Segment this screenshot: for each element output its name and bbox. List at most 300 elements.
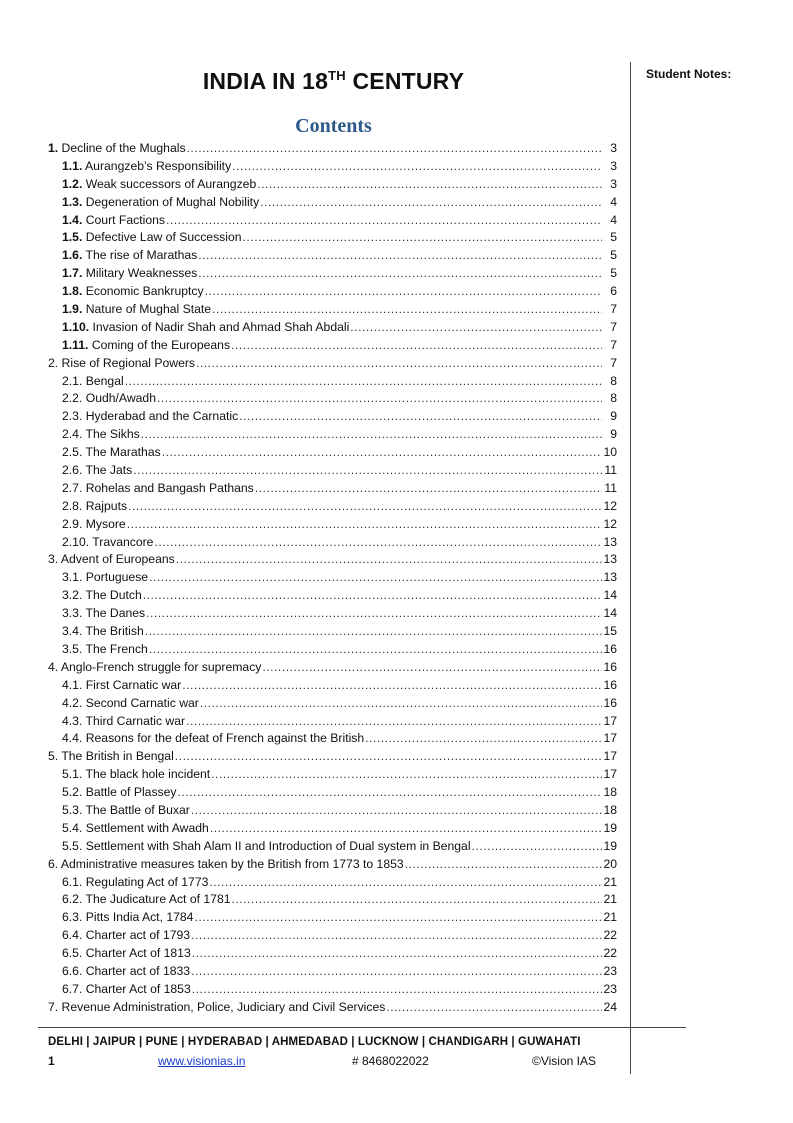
toc-entry-label (62, 498, 127, 516)
toc-entry-label (62, 909, 193, 927)
toc-entry-label (62, 695, 199, 713)
toc-entry-text: The French (82, 641, 148, 656)
toc-entry-label (62, 981, 191, 999)
toc-entry[interactable] (48, 408, 617, 426)
toc-entry-label (62, 319, 349, 337)
toc-entry[interactable] (48, 265, 617, 283)
footer-info (48, 1054, 608, 1070)
toc-page-number: 21 (603, 874, 617, 889)
toc-page-number: 24 (603, 999, 617, 1014)
toc-entry-text: Mysore (82, 516, 126, 531)
toc-entry-text: Administrative measures taken by the British from 1773 to 1853 (58, 856, 404, 871)
toc-entry[interactable] (48, 748, 617, 766)
toc-entry-number: 5. (48, 749, 59, 764)
toc-entry-text: Charter act of 1793 (82, 928, 191, 943)
toc-entry-label (62, 766, 210, 784)
toc-page-number: 6 (610, 284, 617, 299)
toc-entry-text: Advent of Europeans (58, 552, 175, 567)
toc-entry-label (62, 838, 471, 856)
toc-dot-leader (166, 212, 602, 230)
toc-dot-leader (239, 408, 602, 426)
toc-entry[interactable] (48, 838, 617, 856)
toc-entry[interactable] (48, 212, 617, 230)
toc-entry-number: 6.2. (62, 892, 83, 907)
toc-entry-text: Battle of Plassey (82, 785, 177, 800)
toc-entry[interactable] (48, 891, 617, 909)
toc-entry-text: Rise of Regional Powers (58, 355, 196, 370)
toc-entry[interactable] (48, 909, 617, 927)
toc-entry[interactable] (48, 158, 617, 176)
toc-page-number: 11 (604, 463, 617, 478)
toc-entry-label (48, 748, 174, 766)
toc-entry-text: The Judicature Act of 1781 (82, 892, 231, 907)
toc-page-number: 19 (603, 838, 617, 853)
toc-entry-label (48, 659, 261, 677)
toc-dot-leader (125, 373, 602, 391)
toc-entry[interactable] (48, 730, 617, 748)
toc-entry-text: The Dutch (82, 588, 142, 603)
toc-page-number: 21 (603, 910, 617, 925)
toc-entry-number: 5.4. (62, 820, 83, 835)
toc-entry[interactable] (48, 390, 617, 408)
toc-dot-leader (127, 516, 602, 534)
toc-page-number: 17 (603, 749, 617, 764)
toc-entry-number: 6.3. (62, 910, 83, 925)
title-superscript: TH (328, 68, 346, 83)
toc-page-number: 16 (603, 695, 617, 710)
footer-website-link[interactable]: www.visionias.in (158, 1054, 246, 1068)
toc-entry-text: Rajputs (82, 498, 128, 513)
toc-entry-label (62, 820, 209, 838)
toc-dot-leader (210, 820, 602, 838)
toc-entry-text: Economic Bankruptcy (82, 284, 204, 299)
title-end: CENTURY (345, 68, 465, 94)
toc-page-number: 8 (610, 373, 617, 388)
toc-entry-label (62, 874, 208, 892)
toc-dot-leader (262, 659, 602, 677)
toc-dot-leader (141, 426, 602, 444)
toc-page-number: 12 (603, 498, 617, 513)
toc-dot-leader (178, 784, 602, 802)
toc-dot-leader (386, 999, 602, 1017)
toc-page-number: 13 (603, 534, 617, 549)
toc-entry-label (62, 677, 181, 695)
toc-entry[interactable] (48, 444, 617, 462)
toc-entry[interactable] (48, 373, 617, 391)
toc-entry-number: 3.1. (62, 570, 83, 585)
page-title (47, 68, 620, 95)
toc-entry[interactable] (48, 874, 617, 892)
toc-entry-number: 2.8. (62, 498, 83, 513)
toc-entry[interactable] (48, 319, 617, 337)
toc-entry[interactable] (48, 426, 617, 444)
toc-entry-label (48, 856, 404, 874)
title-main: INDIA IN 18 (202, 68, 329, 94)
toc-entry-number: 1.2. (62, 176, 83, 191)
toc-dot-leader (257, 176, 602, 194)
toc-dot-leader (194, 909, 602, 927)
toc-entry-label (62, 212, 165, 230)
toc-entry-label (62, 569, 148, 587)
toc-entry[interactable] (48, 140, 617, 158)
toc-page-number: 22 (603, 928, 617, 943)
toc-dot-leader (157, 390, 602, 408)
toc-entry-label (62, 891, 231, 909)
toc-entry[interactable] (48, 194, 617, 212)
toc-entry-text: First Carnatic war (82, 677, 182, 692)
toc-entry-number: 4.2. (62, 695, 83, 710)
toc-entry-number: 3.3. (62, 606, 83, 621)
toc-page-number: 5 (610, 230, 617, 245)
toc-entry-label (62, 641, 148, 659)
toc-dot-leader (198, 265, 602, 283)
toc-dot-leader (128, 498, 602, 516)
toc-entry-label (62, 623, 144, 641)
toc-entry[interactable] (48, 605, 617, 623)
toc-page-number: 13 (603, 552, 617, 567)
toc-page-number: 4 (610, 194, 617, 209)
toc-entry-text: The black hole incident (82, 767, 211, 782)
toc-entry-number: 7. (48, 999, 59, 1014)
toc-entry-text: Aurangzeb’s Responsibility (82, 158, 232, 173)
toc-entry[interactable] (48, 677, 617, 695)
toc-page-number: 7 (610, 319, 617, 334)
toc-entry[interactable] (48, 784, 617, 802)
toc-entry-label (62, 730, 364, 748)
toc-entry-text: The Marathas (82, 445, 161, 460)
toc-entry[interactable] (48, 999, 617, 1017)
toc-entry[interactable] (48, 963, 617, 981)
toc-entry-text: Travancore (89, 534, 154, 549)
toc-entry[interactable] (48, 337, 617, 355)
toc-entry[interactable] (48, 856, 617, 874)
toc-entry-text: Portuguese (82, 570, 149, 585)
toc-entry-label (62, 605, 145, 623)
footer-page-number: 1 (48, 1054, 55, 1068)
toc-page-number: 3 (610, 176, 617, 191)
toc-entry-number: 1.6. (62, 248, 83, 263)
toc-entry-number: 1.10. (62, 319, 90, 334)
toc-page-number: 21 (603, 892, 617, 907)
toc-entry[interactable] (48, 981, 617, 999)
toc-dot-leader (198, 247, 602, 265)
toc-entry-text: Degeneration of Mughal Nobility (82, 194, 260, 209)
toc-entry[interactable] (48, 927, 617, 945)
toc-entry-number: 5.2. (62, 785, 83, 800)
toc-entry-label (62, 301, 211, 319)
toc-entry-text: Invasion of Nadir Shah and Ahmad Shah Abdali (89, 319, 350, 334)
toc-entry-number: 2.10. (62, 534, 90, 549)
toc-dot-leader (255, 480, 602, 498)
toc-entry-label (62, 337, 230, 355)
toc-entry-label (62, 158, 231, 176)
toc-entry[interactable] (48, 659, 617, 677)
toc-entry[interactable] (48, 713, 617, 731)
toc-entry[interactable] (48, 695, 617, 713)
toc-dot-leader (192, 945, 602, 963)
toc-dot-leader (191, 927, 602, 945)
toc-entry-number: 2.7. (62, 480, 83, 495)
toc-entry-label (62, 408, 238, 426)
toc-entry-text: Second Carnatic war (82, 695, 199, 710)
toc-entry-label (62, 534, 153, 552)
toc-entry[interactable] (48, 516, 617, 534)
toc-dot-leader (154, 534, 602, 552)
toc-entry[interactable] (48, 569, 617, 587)
toc-dot-leader (405, 856, 602, 874)
toc-dot-leader (260, 194, 602, 212)
toc-entry-text: The British in Bengal (58, 749, 174, 764)
toc-entry-label (62, 462, 132, 480)
toc-entry-number: 1. (48, 141, 59, 155)
toc-entry-text: Hyderabad and the Carnatic (82, 409, 239, 424)
toc-entry-text: The British (82, 624, 144, 639)
toc-page-number: 18 (603, 785, 617, 800)
toc-page-number: 5 (610, 266, 617, 281)
toc-entry-number: 5.5. (62, 838, 83, 853)
toc-entry-number: 1.7. (62, 266, 83, 281)
toc-entry-label (62, 945, 191, 963)
toc-page-number: 3 (610, 141, 617, 155)
toc-dot-leader (196, 355, 602, 373)
toc-entry[interactable] (48, 623, 617, 641)
student-notes-label: Student Notes: (646, 67, 732, 81)
toc-entry-number: 3.2. (62, 588, 83, 603)
toc-entry[interactable] (48, 498, 617, 516)
toc-entry-label (62, 963, 190, 981)
toc-dot-leader (145, 623, 602, 641)
toc-page-number: 9 (610, 427, 617, 442)
toc-page-number: 14 (603, 606, 617, 621)
toc-entry[interactable] (48, 176, 617, 194)
toc-entry-text: Reasons for the defeat of French against the British (82, 731, 365, 746)
toc-entry[interactable] (48, 587, 617, 605)
toc-entry[interactable] (48, 802, 617, 820)
toc-dot-leader (191, 802, 602, 820)
toc-dot-leader (182, 677, 602, 695)
toc-entry-number: 2.1. (62, 373, 83, 388)
toc-page-number: 16 (603, 677, 617, 692)
footer-copyright: ©Vision IAS (532, 1054, 596, 1068)
toc-page-number: 18 (603, 802, 617, 817)
toc-entry-label (62, 229, 242, 247)
toc-dot-leader (205, 283, 602, 301)
toc-dot-leader (231, 337, 602, 355)
toc-page-number: 7 (610, 337, 617, 352)
toc-entry-number: 6.6. (62, 963, 83, 978)
toc-page-number: 4 (610, 212, 617, 227)
toc-entry-label (62, 587, 142, 605)
toc-dot-leader (350, 319, 602, 337)
toc-dot-leader (187, 140, 602, 158)
toc-entry-number: 4.4. (62, 731, 83, 746)
toc-entry-number: 2.4. (62, 427, 83, 442)
toc-dot-leader (232, 891, 603, 909)
toc-entry-text: Charter Act of 1813 (82, 946, 191, 961)
toc-entry[interactable] (48, 945, 617, 963)
toc-entry-number: 1.3. (62, 194, 83, 209)
toc-entry[interactable] (48, 534, 617, 552)
toc-entry[interactable] (48, 641, 617, 659)
toc-entry-number: 4.1. (62, 677, 83, 692)
table-of-contents (48, 140, 617, 1017)
toc-entry-text: Rohelas and Bangash Pathans (82, 480, 254, 495)
toc-entry-label (62, 444, 161, 462)
toc-entry-label (62, 713, 185, 731)
toc-page-number: 9 (610, 409, 617, 424)
footer-cities: DELHI | JAIPUR | PUNE | HYDERABAD | AHMEDABAD | LUCKNOW | CHANDIGARH | GUWAHATI (48, 1036, 581, 1048)
toc-entry[interactable] (48, 462, 617, 480)
toc-dot-leader (200, 695, 602, 713)
toc-page-number: 19 (603, 820, 617, 835)
toc-entry[interactable] (48, 301, 617, 319)
toc-entry-text: The Battle of Buxar (82, 802, 190, 817)
toc-entry-number: 2. (48, 355, 59, 370)
toc-dot-leader (143, 587, 602, 605)
toc-page-number: 16 (603, 641, 617, 656)
toc-entry-label (62, 265, 197, 283)
toc-page-number: 23 (603, 981, 617, 996)
toc-entry-number: 2.9. (62, 516, 83, 531)
toc-page-number: 15 (603, 624, 617, 639)
toc-entry-label (62, 283, 204, 301)
toc-entry-text: Oudh/Awadh (82, 391, 156, 406)
toc-entry-number: 1.1. (62, 158, 83, 173)
toc-entry-text: Nature of Mughal State (82, 302, 212, 317)
toc-entry[interactable] (48, 820, 617, 838)
toc-page-number: 11 (604, 480, 617, 495)
toc-entry-text: The Danes (82, 606, 146, 621)
toc-dot-leader (146, 605, 602, 623)
toc-entry-label (62, 927, 190, 945)
toc-entry-number: 5.1. (62, 767, 83, 782)
toc-entry-text: Defective Law of Succession (82, 230, 242, 245)
toc-entry-number: 1.11. (62, 337, 89, 352)
toc-page-number: 13 (603, 570, 617, 585)
toc-page-number: 16 (603, 659, 617, 674)
toc-dot-leader (472, 838, 602, 856)
toc-entry-label (62, 194, 259, 212)
toc-entry-number: 1.8. (62, 284, 83, 299)
toc-entry[interactable] (48, 480, 617, 498)
toc-page-number: 8 (610, 391, 617, 406)
toc-entry[interactable] (48, 247, 617, 265)
toc-entry-number: 3.5. (62, 641, 83, 656)
toc-entry-text: Weak successors of Aurangzeb (82, 176, 257, 191)
toc-entry[interactable] (48, 551, 617, 569)
toc-entry-number: 4. (48, 659, 59, 674)
toc-page-number: 7 (610, 302, 617, 317)
toc-entry-text: Decline of the Mughals (58, 141, 186, 155)
toc-entry-number: 2.5. (62, 445, 83, 460)
toc-entry-text: Court Factions (82, 212, 165, 227)
toc-entry[interactable] (48, 766, 617, 784)
toc-page-number: 17 (603, 713, 617, 728)
toc-entry-number: 6.1. (62, 874, 83, 889)
toc-dot-leader (186, 713, 602, 731)
toc-dot-leader (175, 748, 602, 766)
toc-entry-text: The Sikhs (82, 427, 140, 442)
toc-dot-leader (192, 981, 602, 999)
footer-phone: # 8468022022 (352, 1054, 429, 1068)
toc-entry-text: Charter act of 1833 (82, 963, 191, 978)
toc-dot-leader (243, 229, 602, 247)
toc-entry-text: Revenue Administration, Police, Judiciary and Civil Services (58, 999, 386, 1014)
toc-entry[interactable] (48, 283, 617, 301)
toc-entry-text: Anglo-French struggle for supremacy (58, 659, 262, 674)
toc-entry-label (62, 480, 254, 498)
toc-entry-number: 3.4. (62, 624, 83, 639)
toc-entry-label (48, 140, 186, 158)
toc-dot-leader (149, 641, 602, 659)
toc-entry-number: 6.5. (62, 946, 83, 961)
toc-entry-text: Settlement with Awadh (82, 820, 209, 835)
toc-dot-leader (191, 963, 602, 981)
toc-entry[interactable] (48, 229, 617, 247)
toc-entry-label (48, 551, 175, 569)
toc-entry-label (62, 176, 256, 194)
toc-entry[interactable] (48, 355, 617, 373)
toc-page-number: 22 (603, 946, 617, 961)
toc-dot-leader (149, 569, 602, 587)
toc-entry-text: The rise of Marathas (82, 248, 198, 263)
toc-entry-number: 6.7. (62, 981, 83, 996)
toc-dot-leader (133, 462, 602, 480)
toc-entry-text: Pitts India Act, 1784 (82, 910, 194, 925)
toc-entry-number: 1.9. (62, 302, 83, 317)
toc-entry-number: 2.3. (62, 409, 83, 424)
footer-divider (38, 1027, 686, 1028)
toc-dot-leader (365, 730, 602, 748)
toc-entry-number: 5.3. (62, 802, 83, 817)
toc-entry-text: Bengal (82, 373, 124, 388)
toc-entry-text: Coming of the Europeans (88, 337, 231, 352)
toc-dot-leader (162, 444, 602, 462)
toc-page-number: 14 (603, 588, 617, 603)
toc-entry-label (48, 999, 385, 1017)
toc-entry-text: Military Weaknesses (82, 266, 198, 281)
toc-entry-text: The Jats (82, 463, 133, 478)
toc-entry-label (62, 802, 190, 820)
toc-entry-text: Third Carnatic war (82, 713, 186, 728)
toc-entry-text: Regulating Act of 1773 (82, 874, 209, 889)
toc-page-number: 5 (610, 248, 617, 263)
toc-page-number: 17 (603, 731, 617, 746)
toc-page-number: 7 (610, 355, 617, 370)
toc-entry-number: 6. (48, 856, 59, 871)
toc-page-number: 20 (603, 856, 617, 871)
toc-entry-label (62, 784, 177, 802)
toc-page-number: 10 (603, 445, 617, 460)
toc-entry-label (62, 247, 197, 265)
toc-dot-leader (176, 551, 602, 569)
toc-page-number: 23 (603, 963, 617, 978)
toc-entry-label (62, 426, 140, 444)
toc-dot-leader (211, 766, 602, 784)
toc-entry-number: 2.6. (62, 463, 83, 478)
toc-page-number: 12 (603, 516, 617, 531)
contents-heading: Contents (295, 115, 372, 137)
toc-entry-text: Charter Act of 1853 (82, 981, 191, 996)
toc-entry-text: Settlement with Shah Alam II and Introduction of Dual system in Bengal (82, 838, 471, 853)
toc-entry-number: 4.3. (62, 713, 83, 728)
toc-entry-label (62, 516, 126, 534)
toc-entry-number: 6.4. (62, 928, 83, 943)
toc-dot-leader (232, 158, 602, 176)
toc-entry-label (62, 373, 124, 391)
toc-page-number: 17 (603, 767, 617, 782)
toc-entry-number: 3. (48, 552, 59, 567)
